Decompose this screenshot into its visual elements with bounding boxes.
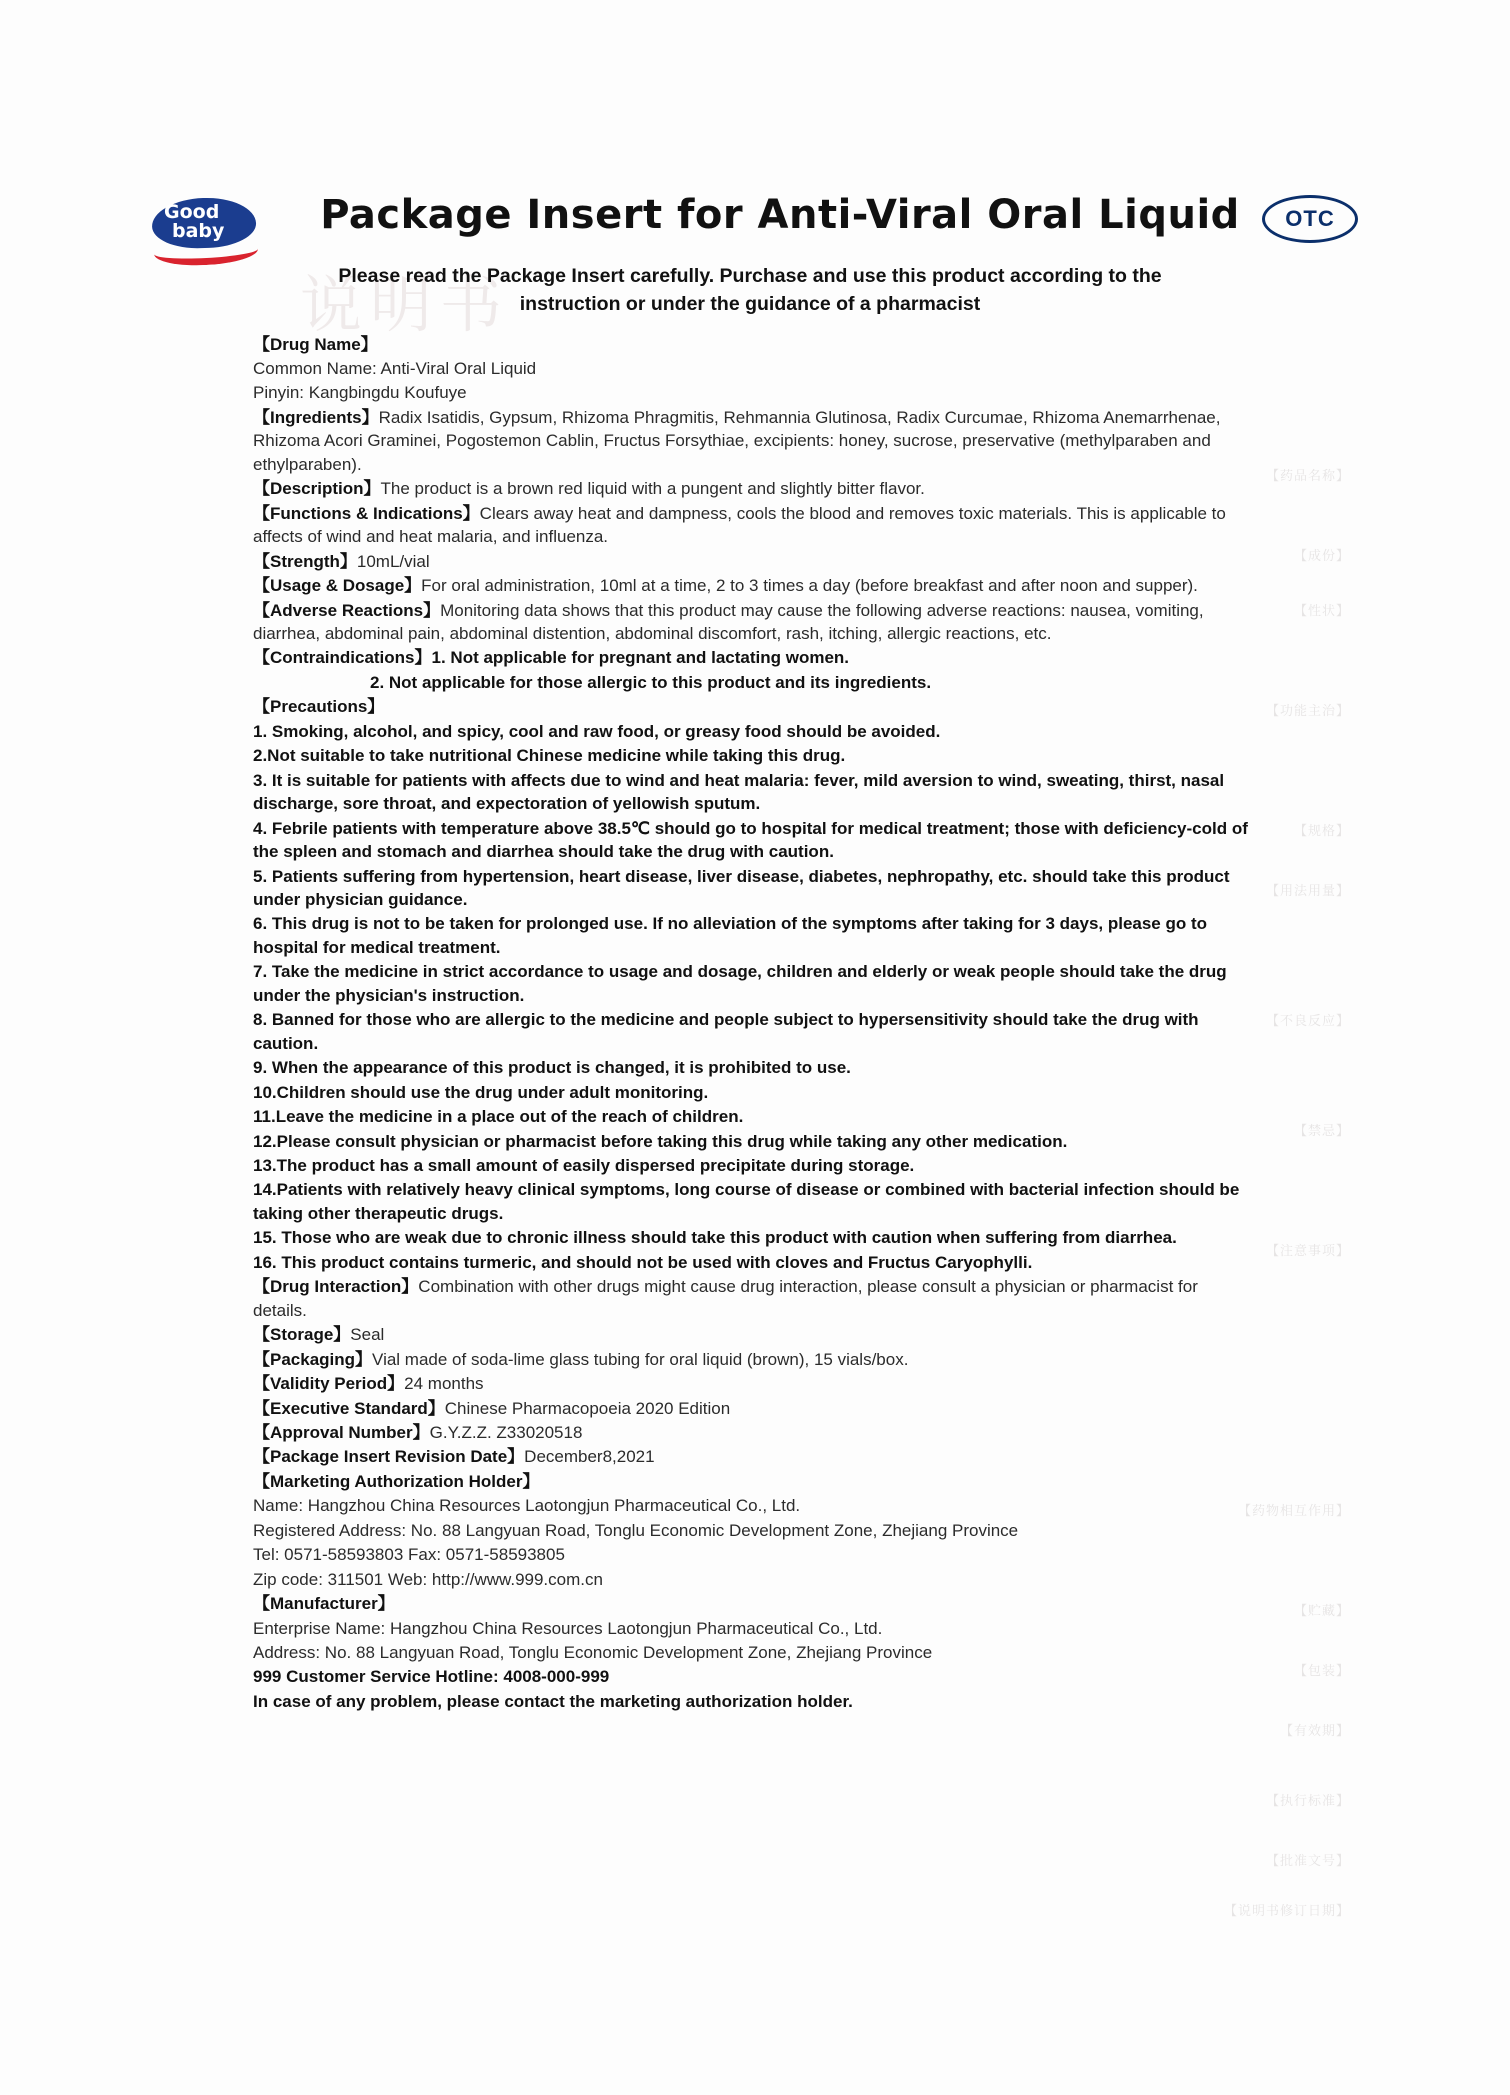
bleed-through-line: 【药品名称】 bbox=[1265, 468, 1350, 483]
bleed-through-line: 【有效期】 bbox=[1279, 1723, 1350, 1738]
mah-address: Registered Address: No. 88 Langyuan Road, Tonglu Economic Development Zone, Zhejiang Province bbox=[253, 1520, 1019, 1540]
drug-name-label: 【Drug Name】 bbox=[253, 334, 378, 354]
bleed-through-line: 【贮藏】 bbox=[1293, 1603, 1350, 1618]
contraindications-section bbox=[245, 646, 1255, 669]
packaging-text: Vial made of soda-lime glass tubing for oral liquid (brown), 15 vials/box. bbox=[372, 1349, 909, 1369]
mah-heading bbox=[245, 1470, 1255, 1493]
logo-text-line1: Good bbox=[164, 201, 220, 223]
mah-zip-web: Zip code: 311501 Web: http://www.999.com.cn bbox=[253, 1569, 603, 1589]
precautions-heading bbox=[245, 695, 1255, 718]
functions-section bbox=[245, 502, 1255, 549]
interaction-text: Combination with other drugs might cause drug interaction, please consult a physician or pharmacist for details. bbox=[253, 1277, 1198, 1320]
insert-text bbox=[245, 333, 1255, 1714]
ingredients-label: 【Ingredients】 bbox=[253, 407, 379, 427]
adverse-label: 【Adverse Reactions】 bbox=[253, 600, 441, 620]
strength-section bbox=[245, 550, 1255, 573]
precaution-item: 6. This drug is not to be taken for prolonged use. If no alleviation of the symptoms after taking for 3 days, please go to hospital for medical treatment. bbox=[253, 914, 1208, 957]
bleed-through-line: 【成份】 bbox=[1293, 548, 1350, 563]
mah-label: 【Marketing Authorization Holder】 bbox=[253, 1471, 540, 1491]
description-section bbox=[245, 477, 1255, 500]
description-text: The product is a brown red liquid with a pungent and slightly bitter flavor. bbox=[380, 479, 925, 499]
packaging-label: 【Packaging】 bbox=[253, 1349, 373, 1369]
approval-label: 【Approval Number】 bbox=[253, 1422, 430, 1442]
reading-notice: Please read the Package Insert carefully. Purchase and use this product according to the instruction or under the guidance of a pharmacist bbox=[338, 265, 1162, 315]
precaution-item: 2.Not suitable to take nutritional Chinese medicine while taking this drug. bbox=[253, 746, 846, 766]
approval-text: G.Y.Z.Z. Z33020518 bbox=[429, 1422, 583, 1442]
standard-text: Chinese Pharmacopoeia 2020 Edition bbox=[444, 1398, 731, 1418]
precaution-item: 8. Banned for those who are allergic to the medicine and people subject to hypersensitivity should take the drug with caution. bbox=[253, 1010, 1199, 1053]
precaution-item: 13.The product has a small amount of easily dispersed precipitate during storage. bbox=[253, 1155, 915, 1175]
revision-section bbox=[245, 1445, 1255, 1468]
adverse-text: Monitoring data shows that this product may cause the following adverse reactions: nausea, vomiting, diarrhea, abdominal pain, abdominal distention, abdominal discomfort, rash, itching, allergic reactions, etc. bbox=[253, 600, 1204, 643]
manufacturer-address: Address: No. 88 Langyuan Road, Tonglu Economic Development Zone, Zhejiang Province bbox=[253, 1643, 933, 1663]
precaution-item: 4. Febrile patients with temperature above 38.5℃ should go to hospital for medical treatment; those with deficiency-cold of the spleen and stomach and diarrhea should take the drug with caution. bbox=[253, 818, 1248, 862]
usage-label: 【Usage & Dosage】 bbox=[253, 576, 422, 596]
bleed-through-line: 【禁忌】 bbox=[1293, 1123, 1350, 1138]
precaution-item: 5. Patients suffering from hypertension, heart disease, liver disease, diabetes, nephropathy, etc. should take this product under physician guidance. bbox=[253, 866, 1230, 909]
contraindications-item: 2. Not applicable for those allergic to this product and its ingredients. bbox=[370, 672, 932, 692]
usage-section bbox=[245, 574, 1255, 597]
common-name: Common Name: Anti-Viral Oral Liquid bbox=[253, 359, 537, 379]
bleed-through-line: 【注意事项】 bbox=[1265, 1243, 1350, 1258]
functions-label: 【Functions & Indications】 bbox=[253, 503, 480, 523]
strength-text: 10mL/vial bbox=[356, 551, 430, 571]
validity-text: 24 months bbox=[404, 1374, 484, 1394]
bleed-through-line: 【用法用量】 bbox=[1265, 883, 1350, 898]
document-body bbox=[245, 190, 1255, 1714]
precaution-item: 14.Patients with relatively heavy clinical symptoms, long course of disease or combined with bacterial infection should be taking other therapeutic drugs. bbox=[253, 1180, 1240, 1223]
description-label: 【Description】 bbox=[253, 479, 381, 499]
footer-note: In case of any problem, please contact the marketing authorization holder. bbox=[253, 1691, 853, 1711]
bleed-through-line: 【功能主治】 bbox=[1265, 703, 1350, 718]
interaction-label: 【Drug Interaction】 bbox=[253, 1277, 419, 1297]
bleed-through-line: 【性状】 bbox=[1293, 603, 1350, 618]
approval-section bbox=[245, 1421, 1255, 1444]
precaution-item: 12.Please consult physician or pharmacist before taking this drug while taking any other medication. bbox=[253, 1131, 1068, 1151]
usage-text: For oral administration, 10ml at a time, 2 to 3 times a day (before breakfast and after noon and supper). bbox=[421, 576, 1198, 596]
pinyin-name: Pinyin: Kangbingdu Koufuye bbox=[253, 383, 467, 403]
manufacturer-name: Enterprise Name: Hangzhou China Resources Laotongjun Pharmaceutical Co., Ltd. bbox=[253, 1618, 883, 1638]
storage-section bbox=[245, 1323, 1255, 1346]
logo-swoosh bbox=[153, 235, 258, 267]
validity-section bbox=[245, 1372, 1255, 1395]
bleed-through-line: 【规格】 bbox=[1293, 823, 1350, 838]
ingredients-section bbox=[245, 406, 1255, 476]
bleed-through-line: 【不良反应】 bbox=[1265, 1013, 1350, 1028]
ingredients-text: Radix Isatidis, Gypsum, Rhizoma Phragmitis, Rehmannia Glutinosa, Radix Curcumae, Rhizoma Anemarrhenae, Rhizoma Acori Graminei, Pogostemon Cablin, Fructus Forsythiae, excipients: honey, sucrose, preservative (methylparaben and ethylparaben). bbox=[253, 407, 1221, 474]
precaution-item: 11.Leave the medicine in a place out of the reach of children. bbox=[253, 1107, 744, 1127]
drug-name-heading bbox=[245, 333, 1255, 356]
strength-label: 【Strength】 bbox=[253, 551, 357, 571]
bleed-through-title: 说明书 bbox=[300, 271, 511, 340]
customer-service-hotline: 999 Customer Service Hotline: 4008-000-999 bbox=[253, 1667, 610, 1687]
precautions-label: 【Precautions】 bbox=[253, 697, 385, 717]
precaution-item: 15. Those who are weak due to chronic illness should take this product with caution when suffering from diarrhea. bbox=[253, 1228, 1177, 1248]
bleed-through-line: 【执行标准】 bbox=[1265, 1793, 1350, 1808]
bleed-through-line: 【包装】 bbox=[1293, 1663, 1350, 1678]
manufacturer-heading bbox=[245, 1592, 1255, 1615]
standard-label: 【Executive Standard】 bbox=[253, 1398, 445, 1418]
precaution-item: 10.Children should use the drug under adult monitoring. bbox=[253, 1082, 709, 1102]
storage-label: 【Storage】 bbox=[253, 1325, 351, 1345]
otc-badge: OTC bbox=[1262, 195, 1358, 243]
precaution-item: 1. Smoking, alcohol, and spicy, cool and raw food, or greasy food should be avoided. bbox=[253, 721, 941, 741]
contraindications-item: 1. Not applicable for pregnant and lactating women. bbox=[431, 648, 850, 668]
functions-text: Clears away heat and dampness, cools the blood and removes toxic materials. This is applicable to affects of wind and heat malaria, and influenza. bbox=[253, 503, 1226, 547]
contraindications-label: 【Contraindications】 bbox=[253, 648, 432, 668]
revision-label: 【Package Insert Revision Date】 bbox=[253, 1447, 525, 1467]
precaution-item: 3. It is suitable for patients with affects due to wind and heat malaria: fever, mild aversion to wind, sweating, thirst, nasal discharge, sore throat, and expectoration of yellowish sputum. bbox=[253, 770, 1225, 814]
manufacturer-label: 【Manufacturer】 bbox=[253, 1594, 395, 1614]
page-title: Package Insert for Anti-Viral Oral Liquid bbox=[320, 192, 1240, 238]
interaction-section bbox=[245, 1275, 1255, 1322]
logo-text-line2: baby bbox=[172, 220, 225, 242]
precaution-item: 9. When the appearance of this product is changed, it is prohibited to use. bbox=[253, 1058, 851, 1078]
revision-text: December8,2021 bbox=[524, 1447, 655, 1467]
bleed-through-line: 【药物相互作用】 bbox=[1237, 1503, 1350, 1518]
bleed-through-line: 【批准文号】 bbox=[1265, 1853, 1350, 1868]
mah-name: Name: Hangzhou China Resources Laotongjun Pharmaceutical Co., Ltd. bbox=[253, 1496, 801, 1516]
validity-label: 【Validity Period】 bbox=[253, 1374, 405, 1394]
storage-text: Seal bbox=[350, 1325, 385, 1345]
packaging-section bbox=[245, 1348, 1255, 1371]
mah-telephone: Tel: 0571-58593803 Fax: 0571-58593805 bbox=[253, 1545, 565, 1565]
precaution-item: 16. This product contains turmeric, and should not be used with cloves and Fructus Caryophylli. bbox=[253, 1252, 1033, 1272]
adverse-section bbox=[245, 599, 1255, 646]
bleed-through-line: 【说明书修订日期】 bbox=[1223, 1903, 1350, 1918]
standard-section bbox=[245, 1397, 1255, 1420]
precaution-item: 7. Take the medicine in strict accordance to usage and dosage, children and elderly or weak people should take the drug under the physician's instruction. bbox=[253, 962, 1227, 1005]
